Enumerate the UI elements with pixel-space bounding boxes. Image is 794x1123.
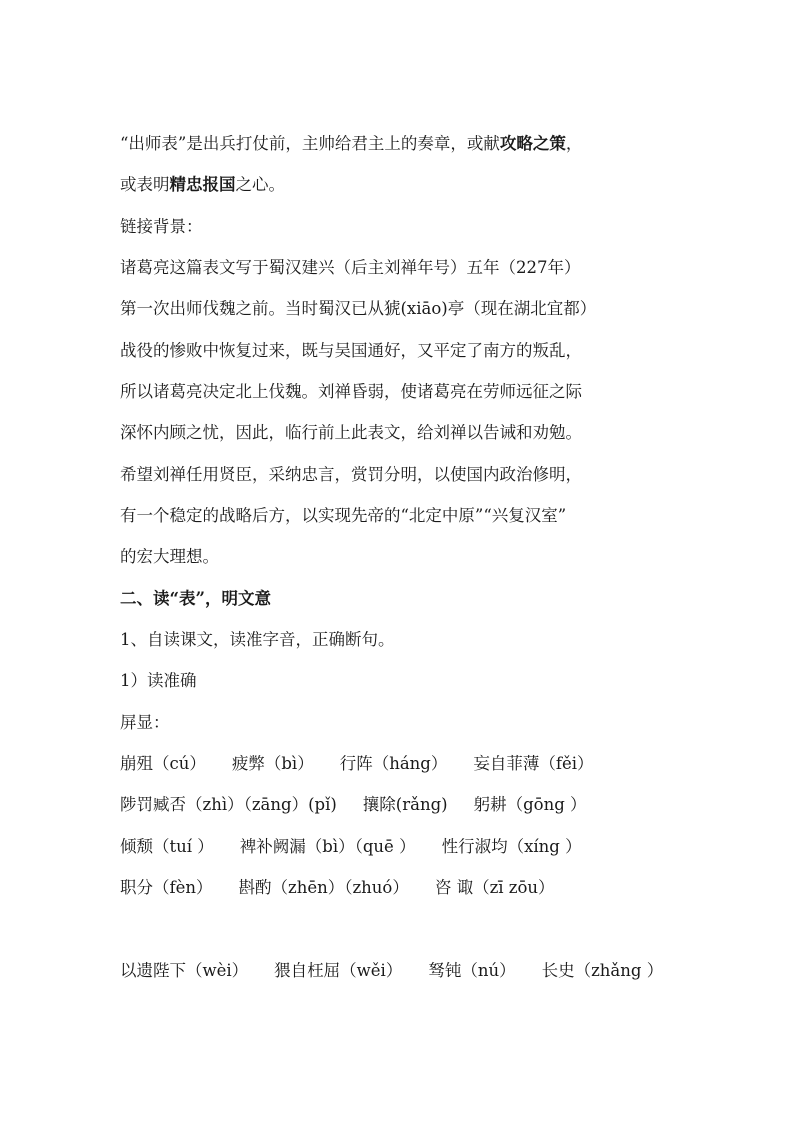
section-heading: 二、读“表”，明文意 [120, 589, 271, 608]
vocab-item: 陟罚臧否（zhì）（zāng）(pǐ) [120, 795, 337, 814]
pronunciation-row [120, 794, 587, 816]
vocab-item: 以遗陛下（wèi） [120, 961, 249, 980]
vocab-item: 攘除(rǎng) [362, 795, 448, 814]
background-line: 诸葛亮这篇表文写于蜀汉建兴（后主刘禅年号）五年（227年） [120, 258, 581, 277]
vocab-item: 崩殂（cú） [120, 754, 206, 773]
vocab-item: 驽钝（nú） [428, 961, 516, 980]
vocab-item: 裨补阙漏（bì）（quē ） [239, 837, 416, 856]
pronunciation-row [120, 753, 594, 775]
intro-bold-text: 精忠报国 [169, 175, 236, 194]
intro-text: “出师表”是出兵打仗前，主帅给君主上的奏章，或献 [120, 134, 500, 153]
intro-text: ， [565, 134, 583, 153]
background-line: 有一个稳定的战略后方，以实现先帝的“北定中原”“兴复汉室” [120, 506, 567, 525]
vocab-item: 猥自枉屈（wěi） [274, 961, 403, 980]
vocab-item: 斟酌（zhēn）（zhuó） [238, 878, 409, 897]
pronunciation-row [120, 960, 663, 982]
task-text: 1、自读课文，读准字音，正确断句。 [120, 630, 395, 649]
sub-heading: 1）读准确 [120, 671, 197, 690]
vocab-item: 疲弊（bì） [231, 754, 314, 773]
background-line: 的宏大理想。 [120, 547, 219, 566]
intro-line-2 [120, 174, 285, 196]
background-line: 深怀内顾之忧，因此，临行前上此表文，给刘禅以告诫和劝勉。 [120, 423, 582, 442]
intro-text: 之心。 [235, 175, 285, 194]
vocab-item: 倾颓（tuí ） [120, 837, 214, 856]
vocab-item: 妄自菲薄（fěi） [473, 754, 594, 773]
vocab-item: 职分（fèn） [120, 878, 213, 897]
vocab-item: 躬耕（gōng ） [473, 795, 587, 814]
vocab-item: 长史（zhǎng ） [541, 961, 664, 980]
intro-bold-text: 攻略之策 [499, 134, 566, 153]
background-line: 所以诸葛亮决定北上伐魏。刘禅昏弱，使诸葛亮在劳师远征之际 [120, 382, 582, 401]
pronunciation-row [120, 836, 582, 858]
background-line: 第一次出师伐魏之前。当时蜀汉已从猇(xiāo)亭（现在湖北宜都） [120, 299, 597, 318]
background-heading: 链接背景： [120, 217, 203, 236]
vocab-item: 咨 诹（zī zōu） [434, 878, 555, 897]
intro-text: 或表明 [120, 175, 170, 194]
screen-label: 屏显： [120, 713, 170, 732]
background-line: 战役的惨败中恢复过来，既与吴国通好，又平定了南方的叛乱， [120, 341, 582, 360]
background-line: 希望刘禅任用贤臣，采纳忠言，赏罚分明，以使国内政治修明， [120, 465, 582, 484]
pronunciation-row [120, 877, 555, 899]
intro-line-1 [120, 133, 582, 155]
vocab-item: 性行淑均（xíng ） [441, 837, 582, 856]
vocab-item: 行阵（háng） [339, 754, 448, 773]
